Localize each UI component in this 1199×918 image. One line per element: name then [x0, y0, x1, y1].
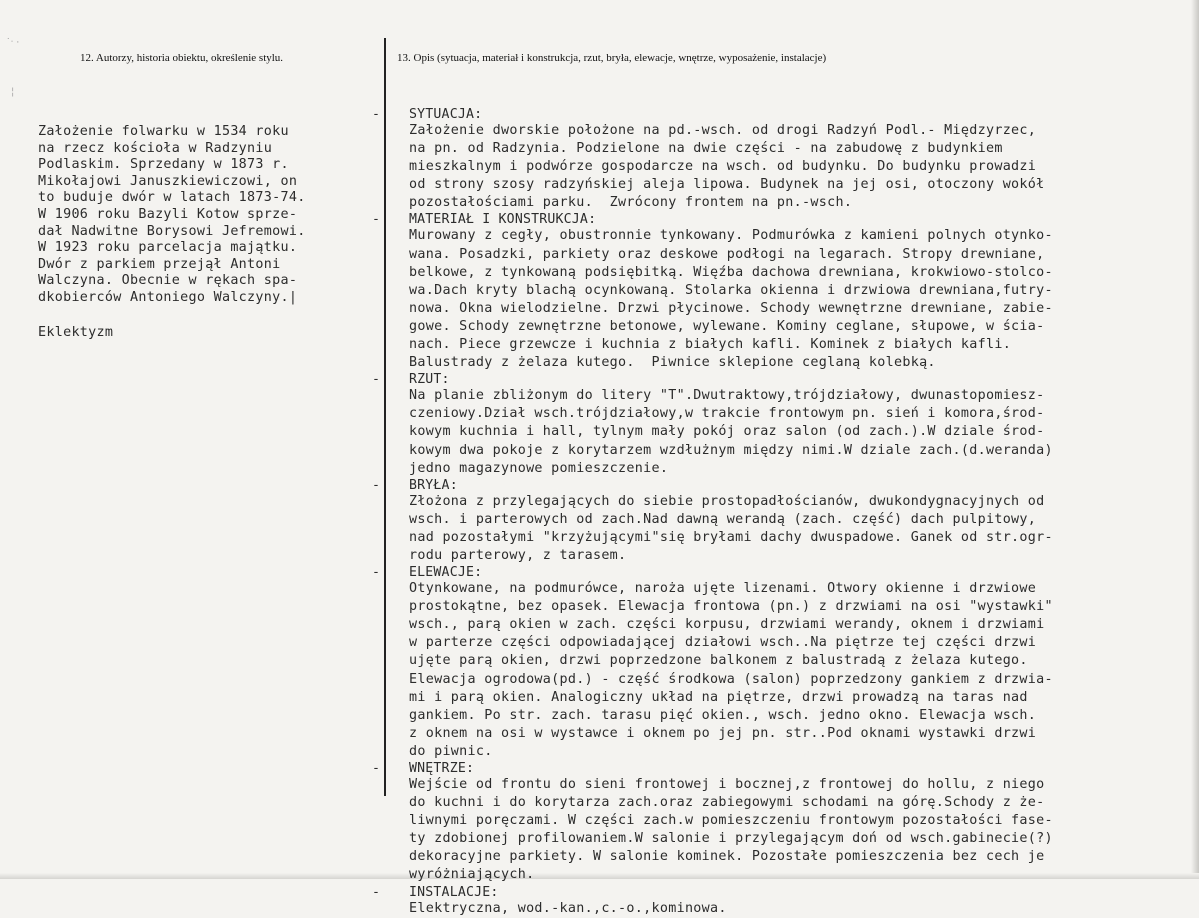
section-line: wa.Dach kryty blachą ocynkowaną. Stolarka okienna i drzwiowa drewniana,futry-: [409, 282, 1053, 298]
section-line: ty zdobionej profilowaniem.W salonie i przylegającym doń od wsch.gabinecie(?): [409, 831, 1053, 847]
heading-dash: -: [372, 107, 381, 122]
history-line: Mikołajowi Januszkiewiczowi, on: [38, 173, 298, 189]
history-line: dkobierców Antoniego Walczyny.|: [38, 289, 298, 305]
section-line: mi i parą okien. Analogiczny układ na piętrze, drzwi prowadzą na taras nad: [409, 689, 1028, 705]
section-line: wsch. i parterowych od zach.Nad dawną werandą (zach. część) dach pulpitowy,: [409, 511, 1037, 527]
description-section: [372, 372, 1172, 477]
section-line: na pn. od Radzynia. Podzielone na dwie części - na zabudowę z budynkiem: [409, 141, 1003, 157]
heading-dash: -: [372, 212, 381, 228]
section-line: Wejście od frontu do sieni frontowej i bocznej,z frontowej do hollu, z niego: [409, 777, 1045, 792]
section-line: gowe. Schody zewnętrzne betonowe, wylewane. Kominy ceglane, słupowe, w ścia-: [409, 318, 1045, 334]
section-heading: [372, 372, 1172, 387]
section-line: prostokątne, bez opasek. Elewacja frontowa (pn.) z drzwiami na osi "wystawki": [409, 599, 1053, 615]
section-text: [372, 580, 1172, 761]
heading-dash: -: [372, 477, 381, 493]
section-text: [372, 493, 1172, 565]
section-text: [372, 387, 1172, 477]
description-section: [372, 212, 1172, 372]
section-line: mieszkalnym i podwórze gospodarcze na wsch. od budynku. Do budynku prowadzi: [409, 159, 1037, 175]
heading-dash: -: [372, 372, 381, 388]
history-line: W 1906 roku Bazyli Kotow sprze-: [38, 206, 298, 222]
section-line: wana. Posadzki, parkiety oraz deskowe podłogi na legarach. Stropy drewniane,: [409, 246, 1045, 262]
section-line: kowym kuchnia i hall, tylnym mały pokój oraz salon (od zach.).W dziale środ-: [409, 424, 1045, 440]
heading-dash: -: [372, 884, 381, 900]
history-text: [38, 124, 378, 307]
history-line: Podlaskim. Sprzedany w 1873 r.: [38, 157, 289, 173]
section-heading: [372, 565, 1172, 580]
section-line: liwnymi poręczami. W części zach.w pomieszczeniu frontowym pozostałości fase-: [409, 813, 1053, 829]
style-designation: Eklektyzm: [38, 324, 114, 340]
section-heading-text: MATERIAŁ I KONSTRUKCJA:: [409, 212, 597, 228]
section-line: Murowany z cegły, obustronnie tynkowany. Podmurówka z kamieni polnych otynko-: [409, 228, 1053, 244]
section-text: [372, 227, 1172, 372]
section-line: Otynkowane, na podmurówce, naroża ujęte lizenami. Otwory okienne i drzwiowe: [409, 581, 1037, 597]
section-heading-text: WNĘTRZE:: [409, 761, 475, 776]
section-text: [372, 776, 1172, 885]
section-heading-text: RZUT:: [409, 372, 450, 388]
history-line: W 1923 roku parcelacja majątku.: [38, 240, 298, 256]
section-line: kowym dwa pokoje z korytarzem wzdłużnym między nimi.W dziale zach.(d.weranda): [409, 442, 1053, 458]
description-block: [372, 107, 1172, 918]
section-line: Elektryczna, wod.-kan.,c.-o.,kominowa.: [409, 900, 727, 916]
section-heading: [372, 107, 1172, 122]
description-section: [372, 885, 1172, 918]
section-text: [372, 122, 1172, 212]
section-line: od strony szosy radzyńskiej aleja lipowa. Budynek na jej osi, otoczony wokół: [409, 177, 1045, 193]
section-line: do piwnic.: [409, 743, 493, 759]
section-heading: [372, 478, 1172, 493]
section-line: w parterze części odpowiadającej działowi wsch..Na piętrze tej części drzwi: [409, 635, 1037, 651]
section-line: z oknem na osi w wystawce i oknem po jej pn. str..Pod oknami wystawki drzwi: [409, 725, 1037, 741]
section-heading-text: ELEWACJE:: [409, 565, 483, 581]
history-line: na rzecz kościoła w Radzyniu: [38, 140, 273, 156]
section-line: gankiem. Po str. zach. tarasu pięć okien., wsch. jedno okno. Elewacja wsch.: [409, 707, 1037, 723]
history-line: to buduje dwór w latach 1873-74.: [38, 190, 306, 206]
history-line: Założenie folwarku w 1534 roku: [38, 124, 289, 139]
section-heading: [372, 761, 1172, 776]
history-line: Walczyna. Obecnie w rękach spa-: [38, 273, 298, 289]
page-edge-shadow: [1191, 0, 1199, 879]
section-line: nach. Piece grzewcze i kuchnia z białych kafli. Kominek z białych kafli.: [409, 337, 1012, 353]
section-line: czeniowy.Dział wsch.trójdziałowy,w trakcie frontowym pn. sień i komora,środ-: [409, 406, 1045, 422]
heading-dash: -: [372, 761, 381, 776]
scan-speck: ╎: [10, 88, 16, 98]
history-line: Dwór z parkiem przejął Antoni: [38, 256, 281, 272]
section-line: nad pozostałymi "krzyżującymi"się bryłami dachy dwuspadowe. Ganek od str.ogr-: [409, 529, 1053, 545]
section-line: Założenie dworskie położone na pd.-wsch. od drogi Radzyń Podl.- Międzyrzec,: [409, 123, 1037, 138]
history-block: [38, 124, 378, 341]
section-line: rodu parterowy, z tarasem.: [409, 547, 627, 563]
history-line: dał Nadwitne Borysowi Jefremowi.: [38, 223, 306, 239]
left-column-header: 12. Autorzy, historia obiektu, określenie stylu.: [80, 52, 284, 64]
scan-speck: ˙ˑ ·: [6, 38, 20, 48]
section-line: jedno magazynowe pomieszczenie.: [409, 460, 669, 476]
section-line: wyróżniających.: [409, 867, 535, 883]
section-line: ujęte parą okien, drzwi poprzedzone balkonem z balustradą z żelaza kutego.: [409, 653, 1028, 669]
section-line: Na planie zbliżonym do litery "T".Dwutraktowy,trójdziałowy, dwunastopomiesz-: [409, 388, 1045, 404]
section-line: wsch., parą okien w zach. części korpusu, drzwiami werandy, oknem i drzwiami: [409, 617, 1045, 633]
section-line: pozostałościami parku. Zwrócony frontem na pn.-wsch.: [409, 195, 853, 211]
section-line: nowa. Okna wielodzielne. Drzwi płycinowe. Schody wewnętrzne drewniane, zabie-: [409, 300, 1053, 316]
description-section: [372, 107, 1172, 212]
section-heading: [372, 885, 1172, 900]
right-column-header: 13. Opis (sytuacja, materiał i konstrukcja, rzut, bryła, elewacje, wnętrze, wyposażenie, instalacje): [397, 52, 827, 64]
section-line: do kuchni i do korytarza zach.oraz zabiegowymi schodami na górę.Schody z że-: [409, 795, 1045, 811]
section-line: Złożona z przylegających do siebie prostopadłościanów, dwukondygnacyjnych od: [409, 493, 1045, 509]
description-section: [372, 565, 1172, 761]
section-line: dekoracyjne parkiety. W salonie kominek. Pozostałe pomieszczenia bez cech je: [409, 849, 1045, 865]
section-heading-text: BRYŁA:: [409, 477, 458, 493]
description-section: [372, 478, 1172, 565]
heading-dash: -: [372, 565, 381, 581]
section-heading-text: SYTUACJA:: [409, 107, 483, 122]
section-heading: [372, 212, 1172, 227]
section-line: Elewacja ogrodowa(pd.) - część środkowa (salon) poprzedzony gankiem z drzwia-: [409, 671, 1053, 687]
description-section: [372, 761, 1172, 885]
section-line: Balustrady z żelaza kutego. Piwnice sklepione ceglaną kolebką.: [409, 355, 936, 371]
section-line: belkowe, z tynkowaną podsiębitką. Więźba dachowa drewniana, krokwiowo-stolco-: [409, 264, 1053, 280]
section-text: [372, 900, 1172, 918]
section-heading-text: INSTALACJE:: [409, 884, 499, 900]
